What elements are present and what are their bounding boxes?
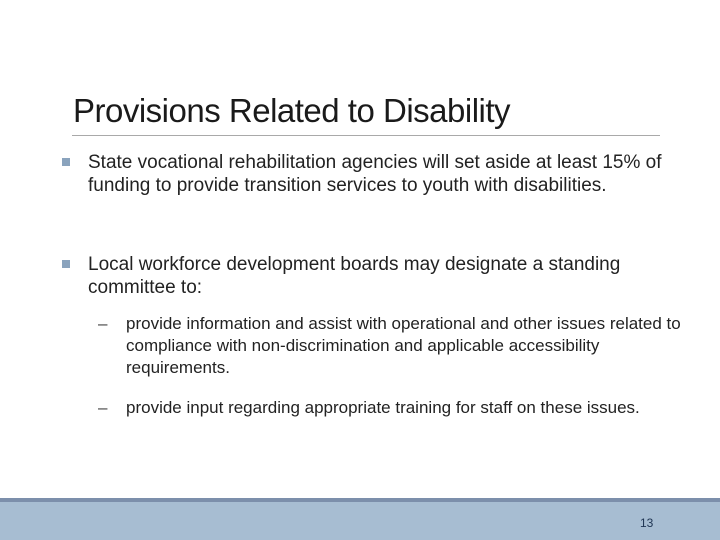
dash-bullet-icon: – [98,314,108,333]
footer-bar [0,502,720,540]
square-bullet-icon [62,260,70,268]
dash-bullet-icon: – [98,398,108,417]
square-bullet-icon [62,158,70,166]
bullet-item [62,151,702,197]
bullet-item [62,253,702,299]
sub-bullet-text: provide information and assist with operational and other issues related to compliance with non-discrimination and applicable accessibility requirements. [126,314,681,377]
sub-bullet-item [98,397,708,419]
bullet-text: State vocational rehabilitation agencies will set aside at least 15% of funding to provide transition services to youth with disabilities. [88,152,662,196]
title-divider [72,135,660,136]
sub-bullet-text: provide input regarding appropriate training for staff on these issues. [126,398,640,417]
bullet-text: Local workforce development boards may designate a standing committee to: [88,254,621,298]
slide-title: Provisions Related to Disability [73,92,511,129]
sub-bullet-item [98,313,708,379]
page-number: 13 [640,516,654,530]
